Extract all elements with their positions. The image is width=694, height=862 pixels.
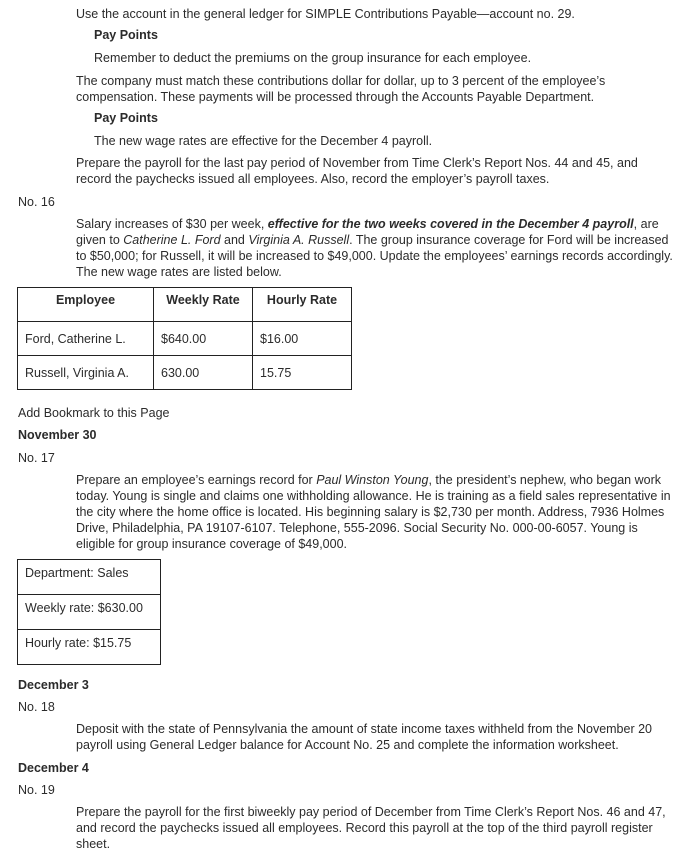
table-row [18, 560, 161, 595]
table-header-row [18, 288, 352, 322]
table-cell: Weekly rate: $630.00 [18, 595, 161, 630]
no16-paragraph: Salary increases of $30 per week, effective for the two weeks covered in the December 4 payroll, are given to Catherine L. Ford and Virginia A. Russell. The group insurance coverage for Ford will be increased to $50,000; for Russell, it will be increased to $49,000. Update the employees’ earnings records accordingly. The new wage rates are listed below. [76, 217, 673, 279]
table-cell: Hourly rate: $15.75 [18, 630, 161, 665]
table-cell: Russell, Virginia A. [18, 356, 154, 390]
table-cell: 630.00 [154, 356, 253, 390]
pay-points-heading-1: Pay Points [94, 28, 158, 42]
no17-label: No. 17 [18, 451, 55, 465]
no16-label: No. 16 [18, 195, 55, 209]
table-cell: Department: Sales [18, 560, 161, 595]
no17-paragraph: Prepare an employee’s earnings record for Paul Winston Young, the president’s nephew, who began work today. Young is single and claims one withholding allowance. He is training as a field sales representative in the city where the home office is located. His beginning salary is $2,730 per month. Address, 7936 Holmes Drive, Philadelphia, PA 19107-6107. Telephone, 555-2096. Social Security No. 000-00-6057. Young is eligible for group insurance coverage of $49,000. [76, 473, 671, 551]
employee-info-table [17, 559, 161, 665]
no18-paragraph: Deposit with the state of Pennsylvania the amount of state income taxes withheld from the November 20 payroll using General Ledger balance for Account No. 25 and complete the information worksheet. [76, 722, 653, 752]
top-note: Use the account in the general ledger for SIMPLE Contributions Payable—account no. 29. [76, 7, 575, 21]
table-row [18, 356, 352, 390]
column-header: Weekly Rate [154, 288, 253, 322]
date-heading-november-30: November 30 [18, 428, 97, 442]
table-cell: $16.00 [253, 322, 352, 356]
employee-name-young: Paul Winston Young [316, 473, 429, 487]
no18-label: No. 18 [18, 700, 55, 714]
no19-label: No. 19 [18, 783, 55, 797]
add-bookmark-link[interactable]: Add Bookmark to this Page [18, 406, 170, 420]
employee-name-ford: Catherine L. Ford [123, 233, 221, 247]
pay-points-text-1: Remember to deduct the premiums on the group insurance for each employee. [94, 51, 532, 65]
prepare-paragraph: Prepare the payroll for the last pay period of November from Time Clerk’s Report Nos. 44 and 45, and record the paychecks issued all employees. Also, record the employer’s payroll taxes. [76, 156, 638, 186]
column-header: Employee [18, 288, 154, 322]
employee-name-russell: Virginia A. Russell [248, 233, 350, 247]
table-cell: $640.00 [154, 322, 253, 356]
table-row [18, 322, 352, 356]
table-row [18, 595, 161, 630]
no16-emphasis: effective for the two weeks covered in the December 4 payroll [267, 217, 634, 231]
date-heading-december-3: December 3 [18, 678, 89, 692]
table-cell: Ford, Catherine L. [18, 322, 154, 356]
date-heading-december-4: December 4 [18, 761, 89, 775]
table-cell: 15.75 [253, 356, 352, 390]
table-row [18, 630, 161, 665]
pay-points-text-2: The new wage rates are effective for the December 4 payroll. [94, 134, 433, 148]
pay-points-heading-2: Pay Points [94, 111, 158, 125]
column-header: Hourly Rate [253, 288, 352, 322]
no19-paragraph: Prepare the payroll for the first biweekly pay period of December from Time Clerk’s Report Nos. 46 and 47, and record the paychecks issued all employees. Record this payroll at the top of the third payroll register sheet. [76, 805, 666, 851]
match-paragraph: The company must match these contributions dollar for dollar, up to 3 percent of the employee’s compensation. These payments will be processed through the Accounts Payable Department. [76, 74, 606, 104]
wage-rates-table [17, 287, 352, 390]
